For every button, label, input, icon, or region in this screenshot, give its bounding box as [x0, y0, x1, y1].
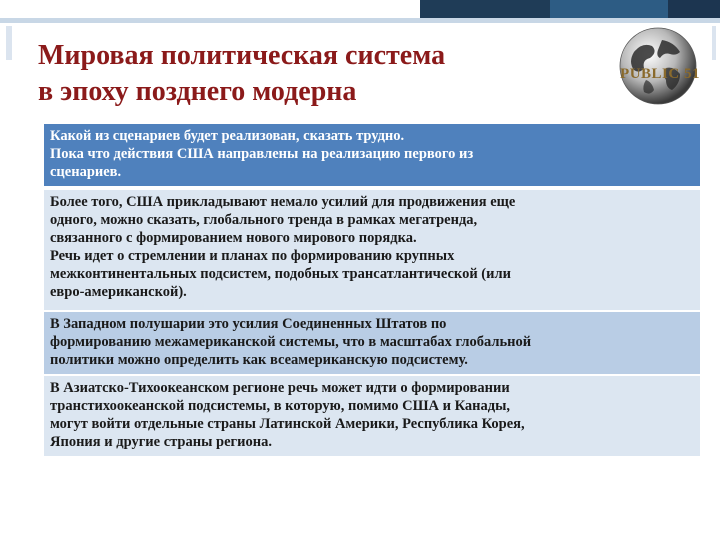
top-bar-segment	[420, 0, 550, 18]
logo-text: PUBLIC 51	[620, 66, 700, 82]
text-box-3	[44, 312, 700, 374]
text-line: В Азиатско-Тихоокеанском регионе речь может идти о формировании	[50, 380, 510, 396]
text-line: Более того, США прикладывают немало усилий для продвижения еще	[50, 194, 516, 210]
text-line: евро-американской).	[50, 284, 187, 300]
top-bar-segment	[668, 0, 720, 18]
text-line: связанного с формированием нового мирового порядка.	[50, 230, 417, 246]
right-accent	[712, 26, 716, 60]
text-line: Речь идет о стремлении и планах по формированию крупных	[50, 248, 455, 264]
slide-title-line: в эпоху позднего модерна	[38, 76, 357, 107]
text-box-4	[44, 376, 700, 456]
text-line: Япония и другие страны региона.	[50, 434, 272, 450]
text-line: транстихоокеанской подсистемы, в которую, помимо США и Канады,	[50, 398, 511, 414]
text-line: формированию межамериканской системы, что в масштабах глобальной	[50, 334, 532, 350]
text-line: могут войти отдельные страны Латинской Америки, Республика Корея,	[50, 416, 525, 432]
top-bar-segment	[550, 0, 668, 18]
text-line: одного, можно сказать, глобального тренда в рамках мегатренда,	[50, 212, 478, 228]
text-line: В Западном полушарии это усилия Соединенных Штатов по	[50, 316, 447, 332]
text-line: межконтинентальных подсистем, подобных трансатлантической (или	[50, 266, 511, 282]
text-line: Пока что действия США направлены на реализацию первого из	[50, 146, 474, 162]
text-box-2	[44, 190, 700, 310]
text-line: сценариев.	[50, 164, 122, 180]
top-rule	[0, 18, 720, 23]
left-accent	[6, 26, 12, 60]
top-bar-segment	[0, 0, 420, 18]
text-line: политики можно определить как всеамериканскую подсистему.	[50, 352, 468, 368]
text-line: Какой из сценариев будет реализован, сказать трудно.	[50, 128, 405, 144]
slide-title-line: Мировая политическая система	[38, 40, 446, 71]
text-box-1	[44, 124, 700, 186]
top-decor-bar	[0, 0, 720, 18]
slide-title	[38, 38, 558, 110]
